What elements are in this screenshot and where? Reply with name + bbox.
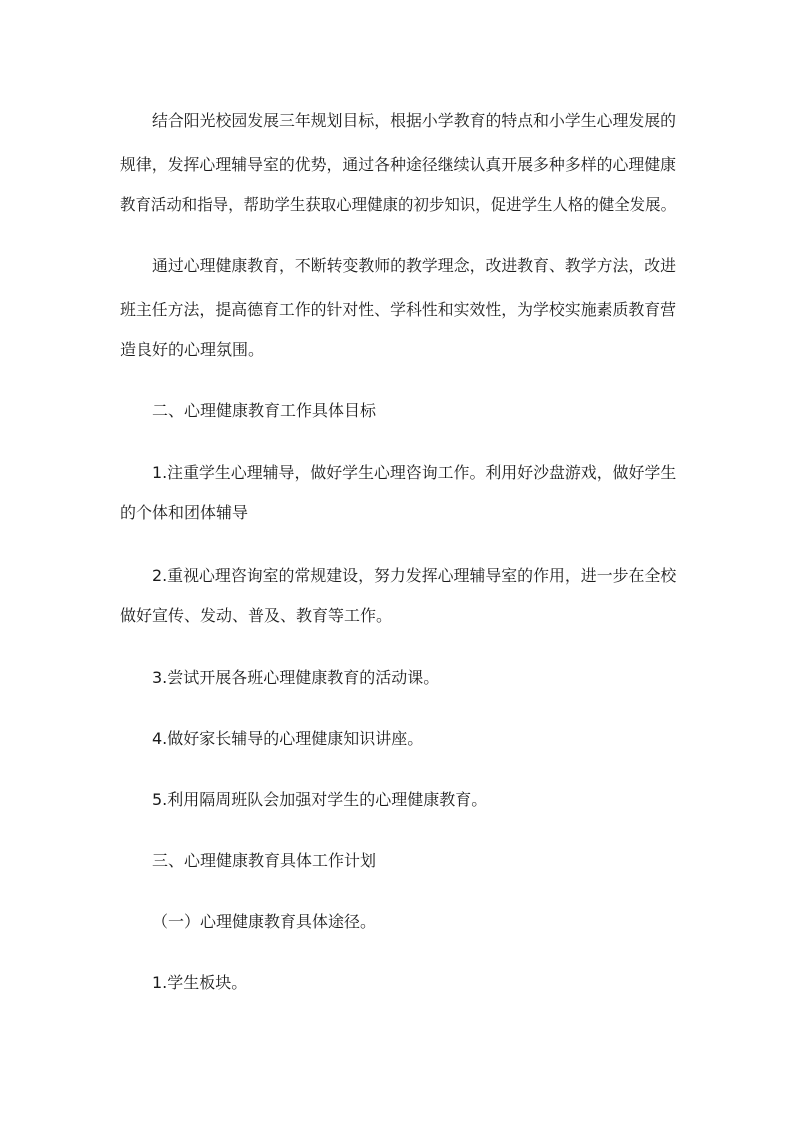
paragraph-line: 规律，发挥心理辅导室的优势，通过各种途径继续认真开展多种多样的心理健康 — [120, 155, 677, 174]
paragraph-line: 二、心理健康教育工作具体目标 — [152, 401, 377, 420]
paragraph-line: 2.重视心理咨询室的常规建设，努力发挥心理辅导室的作用，进一步在全校 — [152, 566, 677, 585]
paragraph-line: 5.利用隔周班队会加强对学生的心理健康教育。 — [152, 790, 488, 809]
paragraph-line: 的个体和团体辅导 — [120, 503, 249, 522]
paragraph-line: 1.学生板块。 — [152, 973, 248, 992]
paragraph-line: 3.尝试开展各班心理健康教育的活动课。 — [152, 668, 440, 687]
paragraph-line: 班主任方法，提高德育工作的针对性、学科性和实效性，为学校实施素质教育营 — [120, 300, 677, 319]
paragraph-line: 4.做好家长辅导的心理健康知识讲座。 — [152, 729, 424, 748]
paragraph-line: 通过心理健康教育，不断转变教师的教学理念，改进教育、教学方法，改进 — [152, 256, 677, 275]
paragraph-line: 结合阳光校园发展三年规划目标，根据小学教育的特点和小学生心理发展的 — [152, 111, 677, 130]
paragraph-line: 造良好的心理氛围。 — [120, 340, 265, 359]
paragraph-line: 做好宣传、发动、普及、教育等工作。 — [120, 606, 393, 625]
paragraph-line: 教育活动和指导，帮助学生获取心理健康的初步知识，促进学生人格的健全发展。 — [120, 195, 677, 214]
paragraph-line: （一）心理健康教育具体途径。 — [152, 912, 377, 931]
paragraph-line: 三、心理健康教育具体工作计划 — [152, 851, 377, 870]
paragraph-line: 1.注重学生心理辅导，做好学生心理咨询工作。利用好沙盘游戏，做好学生 — [152, 463, 677, 482]
